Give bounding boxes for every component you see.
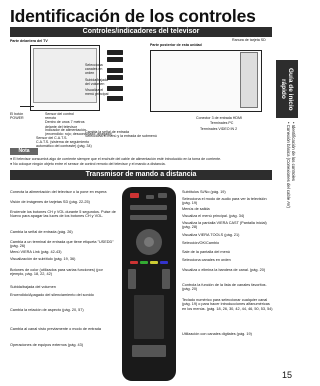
front-label: Parte delantera del TV bbox=[10, 39, 48, 43]
remote-sensor-label: Sensor del control remoto Dentro de unos 7 metros delante del televisor bbox=[45, 112, 85, 129]
menu-label: Visualiza el menú principal bbox=[85, 88, 109, 97]
note-item-2: ● No coloque ningún objeto entre el sensor de control remoto del televisor y el mando a distancia. bbox=[10, 162, 166, 166]
remote-label-ok: Selección/OK/Cambio bbox=[182, 241, 220, 245]
remote-label-cc: Subtítulos Sí/No (pág. 19) bbox=[182, 190, 226, 194]
ch-down-button[interactable] bbox=[107, 57, 123, 62]
input-label: Cambia la señal de entrada Selecciona el menú y la entrada de submenú bbox=[85, 130, 157, 139]
remote-label-last: Cambia al canal visto previamente o modo de entrada bbox=[10, 327, 101, 331]
vol-rocker[interactable] bbox=[128, 269, 136, 289]
ch-rocker[interactable] bbox=[162, 269, 170, 289]
note-heading: Nota bbox=[10, 148, 38, 155]
remote-label-subtitle: Visualización de subtítulo (pág. 19, 36) bbox=[10, 257, 76, 261]
menu-button[interactable] bbox=[107, 86, 123, 91]
side-tab: Guía de inicio rápido bbox=[276, 60, 298, 118]
remote-label-viera-cast: Visualiza la pantalla VIERA CAST (Pantalla inicial) (pág. 28) bbox=[182, 221, 267, 230]
vol-down-button[interactable] bbox=[107, 75, 123, 80]
cc-key[interactable] bbox=[158, 193, 167, 198]
remote-label-channels: Selecciona canales en orden bbox=[182, 258, 231, 262]
remote-label-favorites: Controla la función de la lista de canales favoritos. (pág. 20) bbox=[182, 283, 267, 292]
power-key[interactable] bbox=[130, 193, 139, 198]
remote-label-external: Operaciones de equipos externos (pág. 43) bbox=[10, 343, 84, 347]
select-channels-label: Selecciona canales en orden bbox=[85, 63, 103, 76]
video-label: Terminales VIDEO IN 2 bbox=[200, 127, 238, 131]
section-bar-controls: Controles/indicadores del televisor bbox=[10, 27, 272, 37]
leader-line bbox=[20, 106, 34, 107]
input-button[interactable] bbox=[107, 96, 123, 101]
ok-key[interactable] bbox=[144, 237, 154, 247]
ch-up-button[interactable] bbox=[107, 50, 123, 55]
vol-up-button[interactable] bbox=[107, 68, 123, 73]
remote-label-volume: Subida/bajada del volumen bbox=[10, 285, 56, 289]
power-indicator-label: Indicador de alimentación (encendido: rojo; desconectado: apagado) bbox=[45, 128, 113, 137]
pc-label: Terminales PC bbox=[210, 121, 234, 125]
remote-label-sd: Visión de imágenes de tarjetas SD (pág. 22-25) bbox=[10, 200, 90, 204]
blue-key[interactable] bbox=[160, 261, 168, 264]
numeric-keypad[interactable] bbox=[134, 295, 164, 339]
red-key[interactable] bbox=[130, 261, 138, 264]
remote-label-power: Conecta la alimentación del televisor o la pone en espera bbox=[10, 190, 107, 194]
volume-label: Subida/bajada del volumen bbox=[85, 78, 108, 87]
side-section-list: • Identificación de los controles • Conexión básica (Conexiones del cable AV) bbox=[286, 122, 296, 208]
remote-label-viera-link: Menú VIERA Link (pág. 42-43) bbox=[10, 250, 62, 254]
remote-label-input: Cambia la señal de entrada (pág. 26) bbox=[10, 230, 73, 234]
sd-key[interactable] bbox=[146, 195, 154, 199]
remote-label-digital: Utilización con canales digitales (pág. 19) bbox=[182, 332, 252, 336]
rear-label: Parte posterior de esta unidad bbox=[150, 43, 202, 47]
cats-sensor-label: Sensor del C.A.T.S. C.A.T.S. (sistema de seguimiento automático del contraste) (pág. 34) bbox=[36, 136, 92, 149]
remote-label-exit-menus: Menús de salida bbox=[182, 207, 210, 211]
remote-label-main-menu: Visualiza el menú principal. (pág. 34) bbox=[182, 214, 245, 218]
top-keys-row[interactable] bbox=[130, 205, 167, 210]
menu-keys-row[interactable] bbox=[130, 215, 167, 220]
section-bar-remote: Transmisor de mando a distancia bbox=[10, 170, 272, 180]
remote-label-exit: Sale de la pantalla del menú bbox=[182, 250, 230, 254]
sd-slot-label: Ranura de tarjeta SD bbox=[232, 38, 266, 42]
remote-label-mute: Encendido/Apagado del silenciamiento del sonido bbox=[10, 293, 94, 297]
external-device-keys[interactable] bbox=[132, 345, 166, 357]
remote-illustration bbox=[122, 187, 176, 381]
remote-label-color-keys: Botones de color (utilizados para varias funciones) (por ejemplo, pág. 18, 22, 42) bbox=[10, 268, 103, 277]
page-number: 15 bbox=[282, 370, 293, 380]
note-item-1: ● El televisor consumirá algo de corriente siempre que el enchufe del cable de alimentación esté introducido en la toma de corriente. bbox=[10, 157, 222, 161]
yellow-key[interactable] bbox=[150, 261, 158, 264]
green-key[interactable] bbox=[140, 261, 148, 264]
rear-terminal-panel bbox=[240, 52, 258, 108]
remote-label-banner: Visualiza o elimina la bandera de canal. (pág. 20) bbox=[182, 268, 266, 272]
remote-label-aspect: Cambia la relación de aspecto (pág. 20, 57) bbox=[10, 308, 84, 312]
remote-label-lights: Enciende los botones CH y VOL durante 5 segundos. Pulse de Nuevo para apagar las luces de los botones CH y VOL. bbox=[10, 210, 116, 219]
page-title: Identificación de los controles bbox=[10, 6, 256, 26]
remote-label-usedd: Cambia a un terminal de entrada que tiene etiqueta "USEDD" (pág. 26) bbox=[10, 240, 114, 249]
hdmi-label: Conector 3 de entrada HDMI bbox=[196, 116, 242, 120]
remote-label-viera-tools: Visualiza VIERA TOOLS (pág. 21) bbox=[182, 233, 240, 237]
side-buttons-panel bbox=[105, 50, 125, 120]
remote-label-audio: Selecciona el modo de audio para ver la televisión (pág. 19) bbox=[182, 197, 267, 206]
remote-label-keypad: Teclado numérico para seleccionar cualquier canal (pág. 19) o para hacer introducciones alfanuméricas en los menús. (pág. 18, 26, 30, 42, 44, 46, 50, 53, 54) bbox=[182, 298, 273, 311]
power-button-label: El botón POWER bbox=[10, 112, 24, 121]
